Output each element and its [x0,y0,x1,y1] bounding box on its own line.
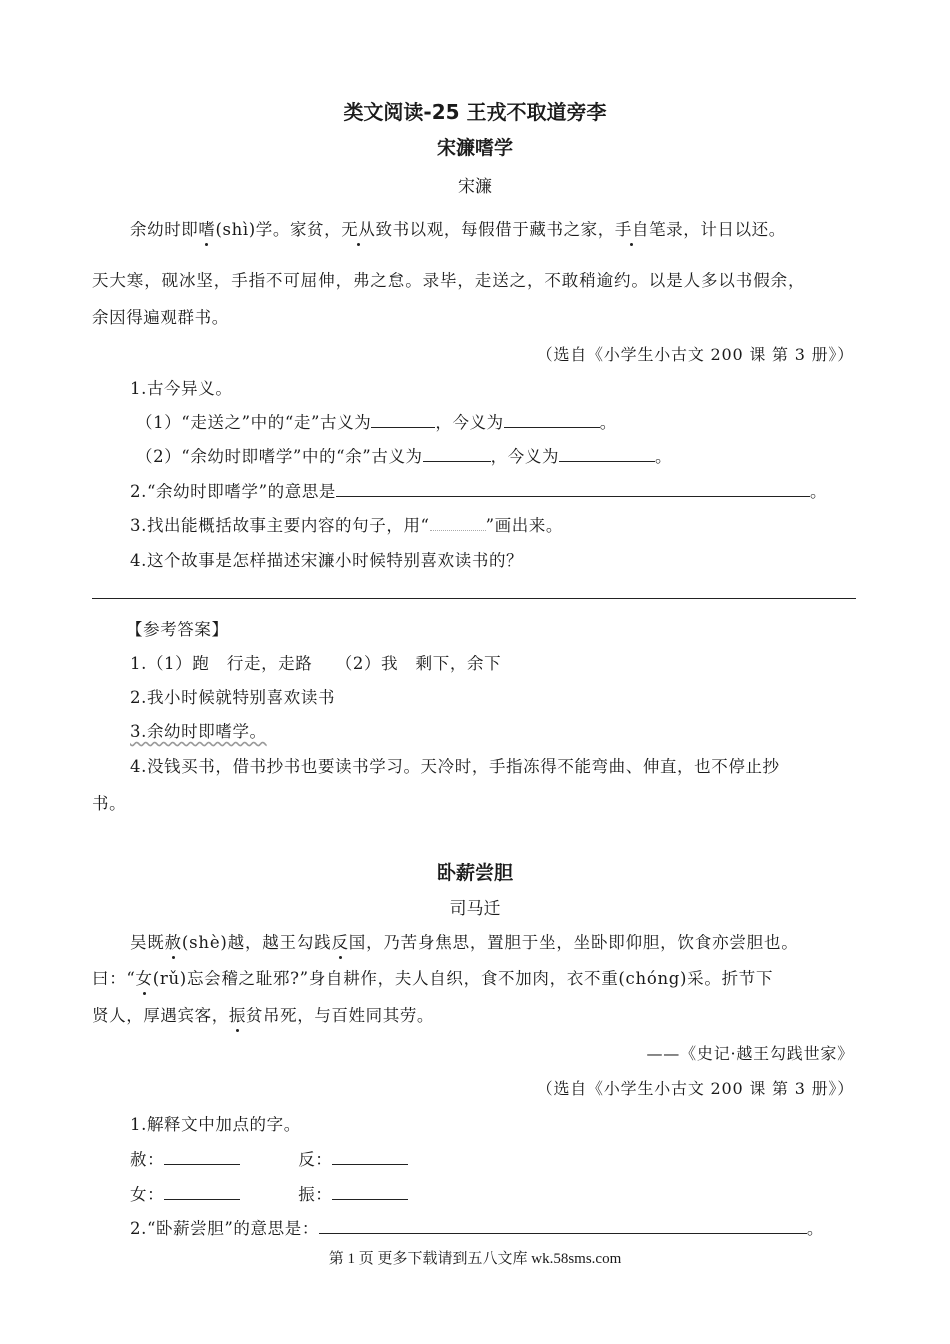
answer-blank[interactable] [504,411,600,428]
word-row-1: 赦： 反： [130,1146,408,1170]
dotted-char: 手自 [614,220,650,239]
source-citation-1: （选自《小学生小古文 200 课 第 3 册》） [536,345,854,364]
dotted-char: 无从 [341,220,376,239]
dotted-char: 反 [331,933,349,952]
passage-2-line-1: 吴既赦(shè)越，越王勾践反国，乃苦身焦思，置胆于坐，坐卧即仰胆，饮食亦尝胆也。 [130,933,799,952]
dotted-char: 嗜 [198,220,216,239]
question-2: 2.“余幼时即嗜学”的意思是 。 [130,482,828,501]
answer-4-line-2: 书。 [92,794,127,813]
passage-author-2: 司马迁 [449,899,501,919]
question-1-2: （2）“余幼时即嗜学”中的“余”古义为 ，今义为 。 [136,447,673,466]
passage-1-line-1: 余幼时即嗜(shì)学。家贫，无从致书以观，每假借于藏书之家，手自笔录，计日以还。 [130,220,786,239]
answer-blank[interactable] [332,1183,408,1200]
answer-line[interactable] [92,598,856,599]
question-2-2: 2.“卧薪尝胆”的意思是： 。 [130,1219,825,1238]
answer-3: 3.余幼时即嗜学。 [130,722,267,741]
cite-source: ——《史记·越王勾践世家》 [646,1044,854,1063]
passage-2-line-3: 贤人，厚遇宾客，振贫吊死，与百姓同其劳。 [92,1006,435,1025]
answer-blank[interactable] [336,480,810,497]
passage-2-line-2: 曰：“女(rǔ)忘会稽之耻邪?”身自耕作，夫人自织，食不加肉，衣不重(chóng)采。折节下 [92,969,774,988]
answer-blank[interactable] [319,1217,807,1234]
dotted-char: 赦 [164,933,182,952]
passage-title-2: 卧薪尝胆 [436,862,513,884]
dotted-char: 振 [228,1006,246,1025]
answer-blank[interactable] [332,1148,408,1165]
passage-author-1: 宋濂 [458,177,492,197]
passage-1-line-2: 天大寒，砚冰坚，手指不可屈伸，弗之怠。录毕，走送之，不敢稍逾约。以是人多以书假余， [92,271,806,290]
answer-blank[interactable] [164,1183,240,1200]
dotted-char: 女 [135,969,153,988]
passage-1-line-3: 余因得遍观群书。 [92,308,229,327]
answer-blank[interactable] [559,445,655,462]
word-row-2: 女： 振： [130,1181,408,1205]
question-4: 4.这个故事是怎样描述宋濂小时候特别喜欢读书的？ [130,551,524,570]
page-title: 类文阅读-25 王戎不取道旁李 [343,100,607,124]
page-footer: 第 1 页 更多下载请到五八文库 wk.58sms.com [328,1251,622,1267]
question-1: 1.古今异义。 [130,379,233,398]
answer-blank[interactable] [423,445,491,462]
question-2-1: 1.解释文中加点的字。 [130,1115,301,1134]
answer-2: 2.我小时候就特别喜欢读书 [130,688,336,707]
answers-heading: 【参考答案】 [126,620,229,639]
wavy-underline-sample [430,518,486,531]
answer-blank[interactable] [371,411,435,428]
passage-title-1: 宋濂嗜学 [436,137,513,159]
answer-blank[interactable] [164,1148,240,1165]
question-1-1: （1）“走送之”中的“走”古义为 ，今义为 。 [136,413,617,432]
answer-4-line-1: 4.没钱买书，借书抄书也要读书学习。天冷时，手指冻得不能弯曲、伸直，也不停止抄 [130,757,780,776]
answer-1: 1.（1）跑 行走，走路 （2）我 剩下，余下 [130,654,502,673]
question-3: 3.找出能概括故事主要内容的句子，用“ ”画出来。 [130,516,564,535]
source-citation-2: （选自《小学生小古文 200 课 第 3 册》） [536,1079,854,1098]
